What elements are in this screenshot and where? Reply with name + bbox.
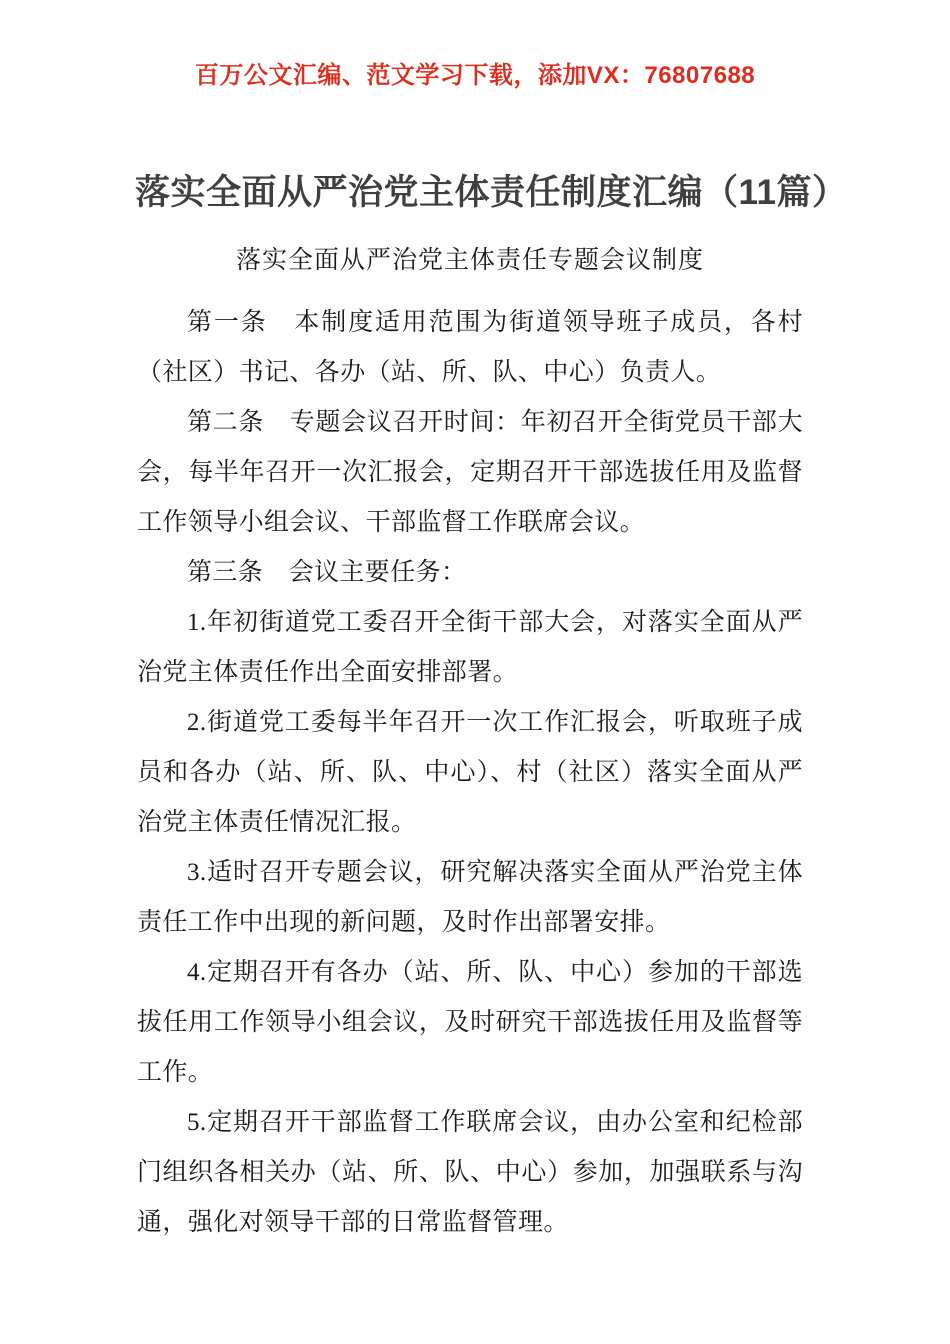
page-title: 落实全面从严治党主体责任制度汇编（11篇） xyxy=(135,173,848,213)
promo-watermark-text: 百万公文汇编、范文学习下载，添加VX：76807688 xyxy=(194,62,756,89)
paragraph-article-3: 第三条 会议主要任务： xyxy=(187,559,467,586)
paragraph-article-1: 第一条 本制度适用范围为街道领导班子成员，各村（社区）书记、各办（站、所、队、中心）负责人。 xyxy=(137,309,803,386)
document-body xyxy=(137,236,803,1248)
paragraph-task-3: 3.适时召开专题会议，研究解决落实全面从严治党主体责任工作中出现的新问题，及时作出部署安排。 xyxy=(137,859,803,936)
paragraph-task-2: 2.街道党工委每半年召开一次工作汇报会，听取班子成员和各办（站、所、队、中心）、村（社区）落实全面从严治党主体责任情况汇报。 xyxy=(137,709,803,836)
paragraph-article-2: 第二条 专题会议召开时间：年初召开全街党员干部大会，每半年召开一次汇报会，定期召开干部选拔任用及监督工作领导小组会议、干部监督工作联席会议。 xyxy=(137,409,803,536)
paragraph-task-5: 5.定期召开干部监督工作联席会议，由办公室和纪检部门组织各相关办（站、所、队、中心）参加，加强联系与沟通，强化对领导干部的日常监督管理。 xyxy=(137,1109,803,1236)
paragraph-task-4: 4.定期召开有各办（站、所、队、中心）参加的干部选拔任用工作领导小组会议，及时研究干部选拔任用及监督等工作。 xyxy=(137,959,803,1086)
paragraph-task-1: 1.年初街道党工委召开全街干部大会，对落实全面从严治党主体责任作出全面安排部署。 xyxy=(137,609,803,686)
section-heading: 落实全面从严治党主体责任专题会议制度 xyxy=(235,247,704,274)
